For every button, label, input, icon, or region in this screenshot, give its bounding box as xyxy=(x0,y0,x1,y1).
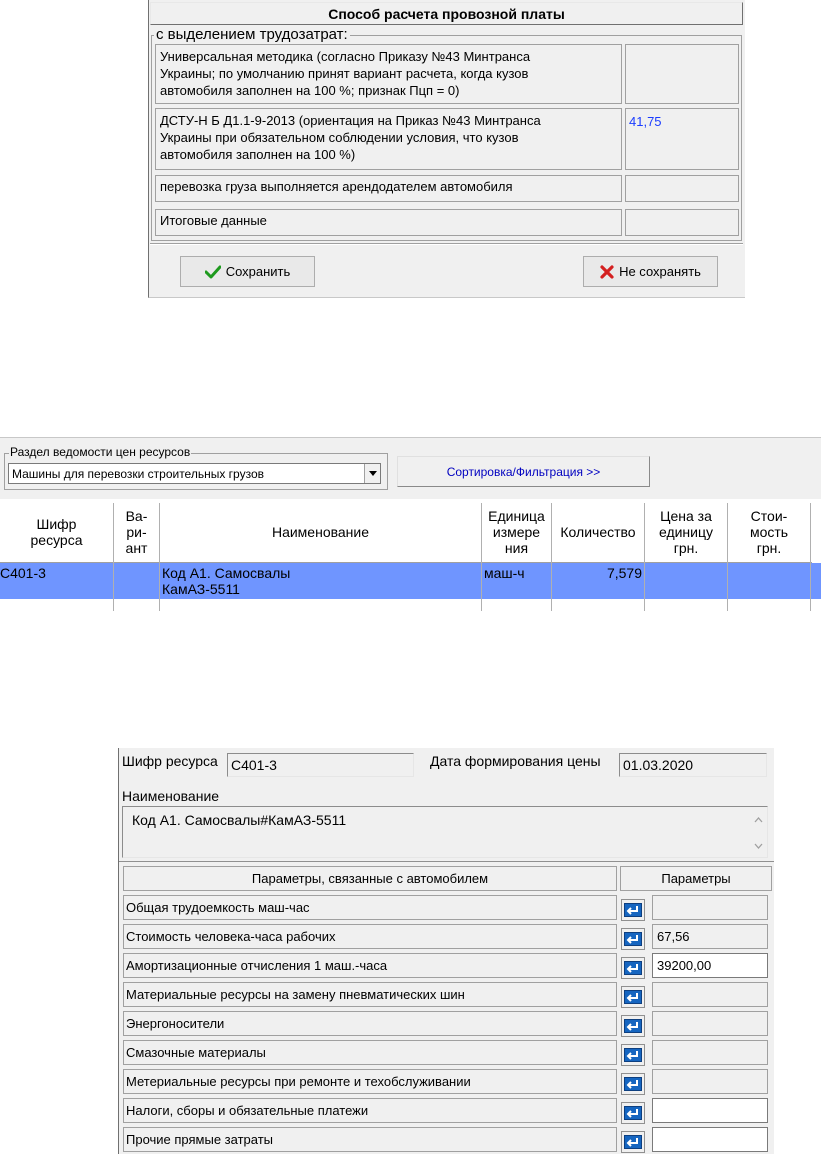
param-value-field[interactable] xyxy=(652,1011,768,1036)
param-label: Общая трудоемкость маш-час xyxy=(126,900,310,915)
col-divider xyxy=(727,503,728,611)
method-universal[interactable]: Универсальная методика (согласно Приказу №43 Минтранса Украины; по умолчанию принят вариант расчета, когда кузов автомобиля заполнен на 100 %; признак Пцп = 0) xyxy=(155,44,622,104)
param-row xyxy=(123,1098,617,1123)
col-variant-label: Ва- ри- ант xyxy=(125,508,148,556)
col-quantity-label: Количество xyxy=(560,524,636,540)
method-lessor[interactable]: перевозка груза выполняется арендодателем автомобиля xyxy=(155,175,622,202)
section-dropdown-value: Машины для перевозки строительных грузов xyxy=(12,466,264,481)
price-date-field[interactable] xyxy=(619,753,767,777)
scroll-up-icon[interactable] xyxy=(754,812,763,826)
red-x-icon xyxy=(600,265,614,279)
values-header xyxy=(620,866,772,891)
param-row xyxy=(123,1040,617,1065)
param-value-field[interactable] xyxy=(652,1040,768,1065)
param-edit-button[interactable] xyxy=(621,957,645,979)
param-value-field[interactable] xyxy=(652,895,768,920)
param-edit-button[interactable] xyxy=(621,899,645,921)
param-value-field[interactable] xyxy=(652,1127,768,1152)
enter-icon xyxy=(624,1077,642,1091)
sort-filter-button[interactable] xyxy=(397,456,650,487)
param-label: Амортизационные отчисления 1 маш.-часа xyxy=(126,958,388,973)
enter-icon xyxy=(624,990,642,1004)
param-row xyxy=(123,924,617,949)
method-dstu[interactable]: ДСТУ-Н Б Д1.1-9-2013 (ориентация на Приказ №43 Минтранса Украины при обязательном соблюдении условия, что кузов автомобиля заполнен на 100 %) xyxy=(155,108,622,170)
row-unit: маш-ч xyxy=(484,565,525,581)
params-header-label: Параметры, связанные с автомобилем xyxy=(251,871,489,886)
dropdown-arrow-icon[interactable] xyxy=(364,464,380,483)
param-row xyxy=(123,895,617,920)
param-label: Материальные ресурсы на замену пневматических шин xyxy=(126,987,465,1002)
table-row[interactable] xyxy=(0,563,821,599)
col-price-label: Цена за единицу грн. xyxy=(658,508,714,556)
param-row xyxy=(123,1011,617,1036)
enter-icon xyxy=(624,1106,642,1120)
enter-icon xyxy=(624,932,642,946)
param-label: Энергоносители xyxy=(126,1016,225,1031)
code-field-value: С401-3 xyxy=(231,757,277,773)
enter-icon xyxy=(624,1019,642,1033)
param-label: Прочие прямые затраты xyxy=(126,1132,274,1147)
params-header xyxy=(123,866,617,891)
method-universal-value xyxy=(625,44,739,104)
param-label: Налоги, сборы и обязательные платежи xyxy=(126,1103,369,1118)
col-cost-label: Стои- мость грн. xyxy=(749,508,789,556)
param-value-field[interactable] xyxy=(652,1098,768,1123)
param-edit-button[interactable] xyxy=(621,928,645,950)
scroll-down-icon[interactable] xyxy=(754,838,763,852)
col-unit[interactable] xyxy=(482,503,551,561)
totals-row[interactable]: Итоговые данные xyxy=(155,209,622,236)
col-name[interactable] xyxy=(160,503,481,561)
param-row xyxy=(123,982,617,1007)
sort-filter-label: Сортировка/Фильтрация >> xyxy=(446,464,601,479)
price-date-value: 01.03.2020 xyxy=(623,757,694,773)
param-label: Метериальные ресурсы при ремонте и техобслуживании xyxy=(126,1074,471,1089)
method-lessor-value xyxy=(625,175,739,202)
button-bar-divider xyxy=(150,243,743,245)
price-date-label: Дата формирования цены xyxy=(430,753,601,769)
name-textarea[interactable] xyxy=(122,806,768,858)
col-code[interactable] xyxy=(0,503,113,561)
param-value: 39200,00 xyxy=(657,958,712,973)
enter-icon xyxy=(624,903,642,917)
param-label: Смазочные материалы xyxy=(126,1045,266,1060)
name-scrollbar[interactable] xyxy=(750,807,767,857)
col-divider xyxy=(644,503,645,611)
totals-row-value xyxy=(625,209,739,236)
row-name: Код А1. Самосвалы КамАЗ-5511 xyxy=(162,565,291,597)
param-row xyxy=(123,953,617,978)
enter-icon xyxy=(624,961,642,975)
param-edit-button[interactable] xyxy=(621,1073,645,1095)
param-value-field[interactable] xyxy=(652,953,768,978)
col-unit-label: Единица измере ния xyxy=(488,508,545,556)
name-textarea-value: Код А1. Самосвалы#КамАЗ-5511 xyxy=(132,812,347,828)
save-button-label: Сохранить xyxy=(225,264,291,279)
param-edit-button[interactable] xyxy=(621,986,645,1008)
col-variant[interactable] xyxy=(114,503,159,561)
param-value-field[interactable] xyxy=(652,1069,768,1094)
col-quantity[interactable] xyxy=(552,503,644,561)
enter-icon xyxy=(624,1048,642,1062)
values-header-label: Параметры xyxy=(661,871,731,886)
col-divider xyxy=(159,503,160,611)
row-code: С401-3 xyxy=(0,565,46,581)
param-edit-button[interactable] xyxy=(621,1015,645,1037)
dialog-title-text: Способ расчета провозной платы xyxy=(328,5,565,22)
param-label: Стоимость человека-часа рабочих xyxy=(126,929,336,944)
param-edit-button[interactable] xyxy=(621,1102,645,1124)
name-label: Наименование xyxy=(122,788,220,804)
enter-icon xyxy=(624,1135,642,1149)
param-edit-button[interactable] xyxy=(621,1131,645,1153)
checkmark-icon xyxy=(205,265,221,279)
param-value-field[interactable] xyxy=(652,982,768,1007)
param-edit-button[interactable] xyxy=(621,1044,645,1066)
param-value-field[interactable] xyxy=(652,924,768,949)
col-cost[interactable] xyxy=(728,503,810,561)
col-divider xyxy=(810,503,811,611)
code-label: Шифр ресурса xyxy=(122,753,218,769)
param-row xyxy=(123,1069,617,1094)
save-button[interactable] xyxy=(180,256,315,287)
param-row xyxy=(123,1127,617,1152)
col-divider xyxy=(113,503,114,611)
code-field[interactable] xyxy=(227,753,414,777)
row-quantity: 7,579 xyxy=(606,565,642,581)
no-save-button[interactable] xyxy=(583,256,718,287)
section-dropdown[interactable] xyxy=(8,463,381,484)
section-groupbox-label: Раздел ведомости цен ресурсов xyxy=(10,445,191,459)
col-divider xyxy=(481,503,482,611)
method-dstu-value: 41,75 xyxy=(625,108,739,170)
param-value: 67,56 xyxy=(657,929,690,944)
dialog-title xyxy=(150,2,743,25)
col-divider xyxy=(551,503,552,611)
col-name-label: Наименование xyxy=(271,524,370,540)
groupbox-label: с выделением трудозатрат: xyxy=(156,26,348,43)
no-save-button-label: Не сохранять xyxy=(619,264,701,279)
col-price[interactable] xyxy=(645,503,727,561)
col-code-label: Шифр ресурса xyxy=(30,516,83,548)
